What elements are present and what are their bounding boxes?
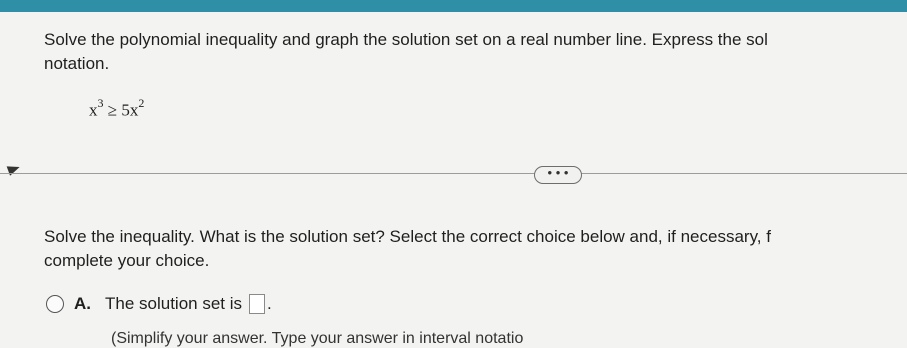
right-exponent: 2 <box>138 96 145 110</box>
choice-a-letter: A. <box>74 294 91 313</box>
choice-a-period: . <box>267 294 272 313</box>
choice-a-text: The solution set is <box>105 294 243 313</box>
section-divider <box>0 173 907 174</box>
instruction-line-2: notation. <box>44 54 110 73</box>
left-exponent: 3 <box>97 96 104 110</box>
answer-hint: (Simplify your answer. Type your answer in interval notatio <box>111 330 524 347</box>
inequality-operator: ≥ <box>107 100 118 120</box>
choice-a[interactable] <box>46 294 272 314</box>
problem-instruction <box>44 28 907 76</box>
instruction-line-1: Solve the polynomial inequality and graph the solution set on a real number line. Express the sol <box>44 30 768 49</box>
more-options-button[interactable]: • • • <box>534 166 582 184</box>
radio-button-icon[interactable] <box>46 295 64 313</box>
question-line-2: complete your choice. <box>44 251 210 270</box>
left-base: x <box>89 100 98 120</box>
inequality-expression <box>89 98 144 121</box>
question-line-1: Solve the inequality. What is the solution set? Select the correct choice below and, if necessary, f <box>44 227 771 246</box>
top-accent-bar <box>0 0 907 12</box>
right-base: 5x <box>121 100 139 120</box>
question-instruction <box>44 225 907 273</box>
answer-input-box[interactable] <box>249 294 265 314</box>
